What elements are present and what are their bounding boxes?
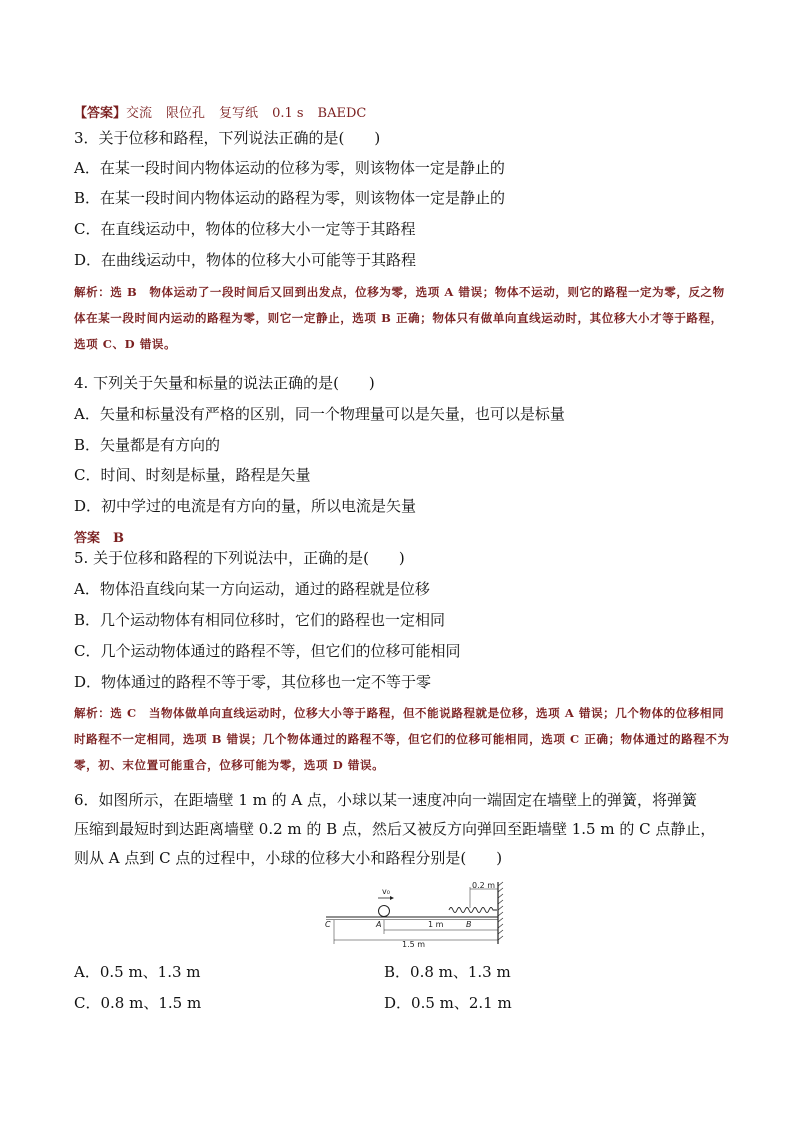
question-6-option-c: C．0.8 m、1.5 m [74, 994, 202, 1012]
question-5-option-c: C．几个运动物体通过的路程不等，但它们的位移可能相同 [74, 642, 461, 660]
question-3-option-b: B．在某一段时间内物体运动的路程为零，则该物体一定是静止的 [74, 189, 506, 207]
label-0-2m: 0.2 m [472, 881, 496, 890]
question-4-option-a: A．矢量和标量没有严格的区别，同一个物理量可以是矢量，也可以是标量 [74, 405, 565, 423]
label-point-b: B [466, 920, 472, 929]
question-5-option-a: A．物体沿直线向某一方向运动，通过的路程就是位移 [74, 580, 430, 598]
question-4-stem: 4. 下列关于矢量和标量的说法正确的是( ) [74, 374, 375, 392]
label-1m: 1 m [428, 920, 444, 929]
question-3-option-a: A．在某一段时间内物体运动的位移为零，则该物体一定是静止的 [74, 159, 505, 177]
answer-value: 复写纸 [219, 106, 259, 121]
question-4-answer: 答案 B [74, 531, 124, 546]
question-6-stem-line-3: 则从 A 点到 C 点的过程中，小球的位移大小和路程分别是( ) [74, 849, 503, 867]
velocity-arrowhead [390, 896, 394, 900]
question-4-option-c: C．时间、时刻是标量，路程是矢量 [74, 466, 311, 484]
question-4-option-b: B．矢量都是有方向的 [74, 436, 221, 454]
question-5-stem: 5. 关于位移和路程的下列说法中，正确的是( ) [74, 549, 405, 567]
ball [379, 906, 390, 917]
wall-hatching [498, 882, 503, 940]
label-v0: v₀ [382, 887, 390, 896]
question-3-stem: 3．关于位移和路程，下列说法正确的是( ) [74, 129, 381, 147]
question-3-option-c: C．在直线运动中，物体的位移大小一定等于其路程 [74, 220, 416, 238]
question-5-option-d: D．物体通过的路程不等于零，其位移也一定不等于零 [74, 673, 432, 691]
answer-value: 0.1 s [272, 106, 304, 121]
label-point-c: C [325, 920, 331, 929]
question-6-option-b: B．0.8 m、1.3 m [384, 963, 511, 981]
question-3-option-d: D．在曲线运动中，物体的位移大小可能等于其路程 [74, 251, 417, 269]
spring [449, 908, 497, 913]
question-6-option-a: A．0.5 m、1.3 m [74, 963, 201, 981]
question-6-stem-line-1: 6．如图所示，在距墙壁 1 m 的 A 点，小球以某一速度冲向一端固定在墙壁上的弹簧，将弹簧 [74, 791, 697, 809]
answer-value: BAEDC [317, 106, 367, 121]
question-3-explanation: 解析：选 B 物体运动了一段时间后又回到出发点，位移为零，选项 A 错误；物体不运动，则它的路程一定为零，反之物体在某一段时间内运动的路程为零，则它一定静止，选项 B 正确；物体只有做单向直线运动时，其位移大小才等于路程，选项 C、D 错误。 [74, 285, 725, 351]
label-1-5m: 1.5 m [402, 940, 426, 949]
spring-wall-figure [322, 880, 512, 950]
label-point-a: A [376, 920, 382, 929]
question-6-option-d: D．0.5 m、2.1 m [384, 994, 512, 1012]
question-5-explanation: 解析：选 C 当物体做单向直线运动时，位移大小等于路程，但不能说路程就是位移，选项 A 错误；几个物体的位移相同时路程不一定相同，选项 B 错误；几个物体通过的路程不等，但它们的位移可能相同，选项 C 正确；物体通过的路程不为零，初、末位置可能重合，位移可能为零，选项 D 错误。 [74, 706, 730, 772]
previous-answer [74, 102, 380, 121]
question-6-stem-line-2: 压缩到最短时到达距离墙壁 0.2 m 的 B 点，然后又被反方向弹回至距墙壁 1.5 m 的 C 点静止， [74, 820, 716, 838]
question-5-option-b: B．几个运动物体有相同位移时，它们的路程也一定相同 [74, 611, 446, 629]
answer-tag: 【答案】 [74, 106, 127, 121]
question-4-option-d: D．初中学过的电流是有方向的量，所以电流是矢量 [74, 497, 417, 515]
answer-value: 限位孔 [166, 106, 206, 121]
answer-value: 交流 [126, 106, 153, 121]
